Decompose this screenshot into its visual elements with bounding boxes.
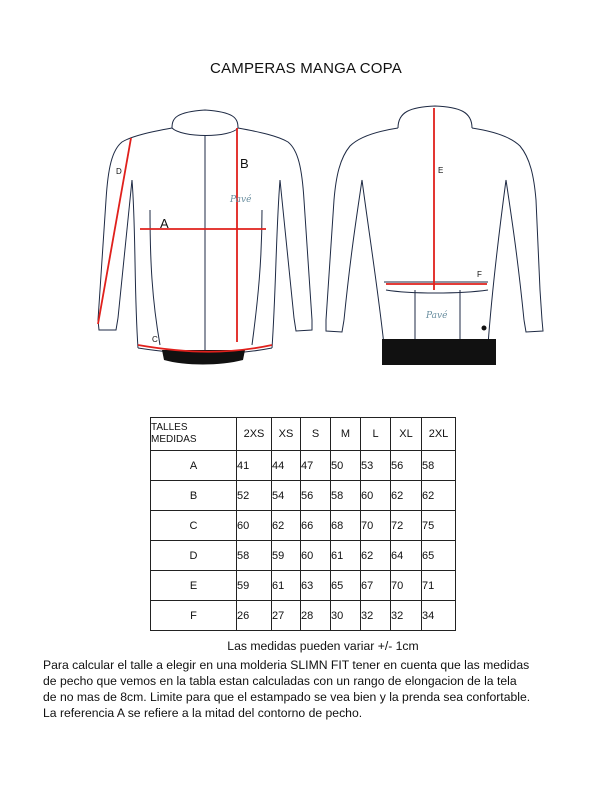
table-cell: 70 xyxy=(391,571,422,601)
size-header: XL xyxy=(391,418,422,451)
table-cell: 66 xyxy=(301,511,331,541)
front-brand-logo: Pavé xyxy=(230,195,252,205)
label-a: A xyxy=(160,216,169,231)
table-cell: 61 xyxy=(331,541,361,571)
table-row xyxy=(151,601,456,631)
table-cell: 75 xyxy=(422,511,456,541)
table-cell: 60 xyxy=(237,511,272,541)
table-cell: 52 xyxy=(237,481,272,511)
size-header: M xyxy=(331,418,361,451)
table-cell: 60 xyxy=(301,541,331,571)
back-hem-band xyxy=(382,339,496,365)
size-header: XS xyxy=(272,418,301,451)
row-label: D xyxy=(151,541,237,571)
label-f: F xyxy=(477,270,482,279)
table-cell: 71 xyxy=(422,571,456,601)
table-cell: 34 xyxy=(422,601,456,631)
measure-line-d xyxy=(98,138,131,324)
table-row xyxy=(151,511,456,541)
row-label: E xyxy=(151,571,237,601)
table-cell: 68 xyxy=(331,511,361,541)
table-cell: 59 xyxy=(272,541,301,571)
corner-medidas: MEDIDAS xyxy=(151,434,197,445)
corner-talles: TALLES xyxy=(151,422,188,433)
reflective-dot xyxy=(482,326,487,331)
note-line: de no mas de 8cm. Limite para que el estampado se vea bien y la prenda sea confortable. xyxy=(43,690,531,704)
table-row xyxy=(151,451,456,481)
size-header: 2XL xyxy=(422,418,456,451)
table-cell: 32 xyxy=(391,601,422,631)
table-row xyxy=(151,571,456,601)
size-header: 2XS xyxy=(237,418,272,451)
table-corner xyxy=(151,418,237,451)
note-line: La referencia A se refiere a la mitad del contorno de pecho. xyxy=(43,706,363,720)
table-cell: 63 xyxy=(301,571,331,601)
table-cell: 27 xyxy=(272,601,301,631)
table-cell: 58 xyxy=(422,451,456,481)
table-cell: 61 xyxy=(272,571,301,601)
size-header: L xyxy=(361,418,391,451)
table-cell: 60 xyxy=(361,481,391,511)
table-cell: 41 xyxy=(237,451,272,481)
table-cell: 62 xyxy=(272,511,301,541)
table-cell: 72 xyxy=(391,511,422,541)
row-label: B xyxy=(151,481,237,511)
table-row xyxy=(151,481,456,511)
notes-block xyxy=(43,638,583,721)
table-cell: 67 xyxy=(361,571,391,601)
label-d: D xyxy=(116,167,122,176)
row-label: A xyxy=(151,451,237,481)
table-cell: 47 xyxy=(301,451,331,481)
page-title: CAMPERAS MANGA COPA xyxy=(210,60,402,77)
size-header: S xyxy=(301,418,331,451)
table-cell: 64 xyxy=(391,541,422,571)
table-cell: 44 xyxy=(272,451,301,481)
label-b: B xyxy=(240,156,249,171)
table-cell: 54 xyxy=(272,481,301,511)
table-cell: 62 xyxy=(361,541,391,571)
table-cell: 70 xyxy=(361,511,391,541)
table-cell: 59 xyxy=(237,571,272,601)
table-cell: 58 xyxy=(237,541,272,571)
row-label: C xyxy=(151,511,237,541)
table-cell: 26 xyxy=(237,601,272,631)
table-cell: 50 xyxy=(331,451,361,481)
table-cell: 65 xyxy=(422,541,456,571)
table-cell: 30 xyxy=(331,601,361,631)
table-cell: 62 xyxy=(391,481,422,511)
table-cell: 58 xyxy=(331,481,361,511)
label-c: C xyxy=(152,335,158,344)
size-table xyxy=(150,417,456,631)
label-e: E xyxy=(438,166,444,175)
table-cell: 62 xyxy=(422,481,456,511)
variance-note: Las medidas pueden variar +/- 1cm xyxy=(227,639,419,653)
table-cell: 53 xyxy=(361,451,391,481)
table-cell: 65 xyxy=(331,571,361,601)
size-table-header xyxy=(151,418,456,451)
table-row xyxy=(151,541,456,571)
note-line: de pecho que vemos en la tabla estan calculadas con un rango de elongacion de la tela xyxy=(43,674,517,688)
back-brand-logo: Pavé xyxy=(426,311,448,321)
table-cell: 56 xyxy=(391,451,422,481)
row-label: F xyxy=(151,601,237,631)
table-cell: 32 xyxy=(361,601,391,631)
note-line: Para calcular el talle a elegir en una molderia SLIMN FIT tener en cuenta que las medidas xyxy=(43,658,530,672)
table-cell: 28 xyxy=(301,601,331,631)
table-cell: 56 xyxy=(301,481,331,511)
